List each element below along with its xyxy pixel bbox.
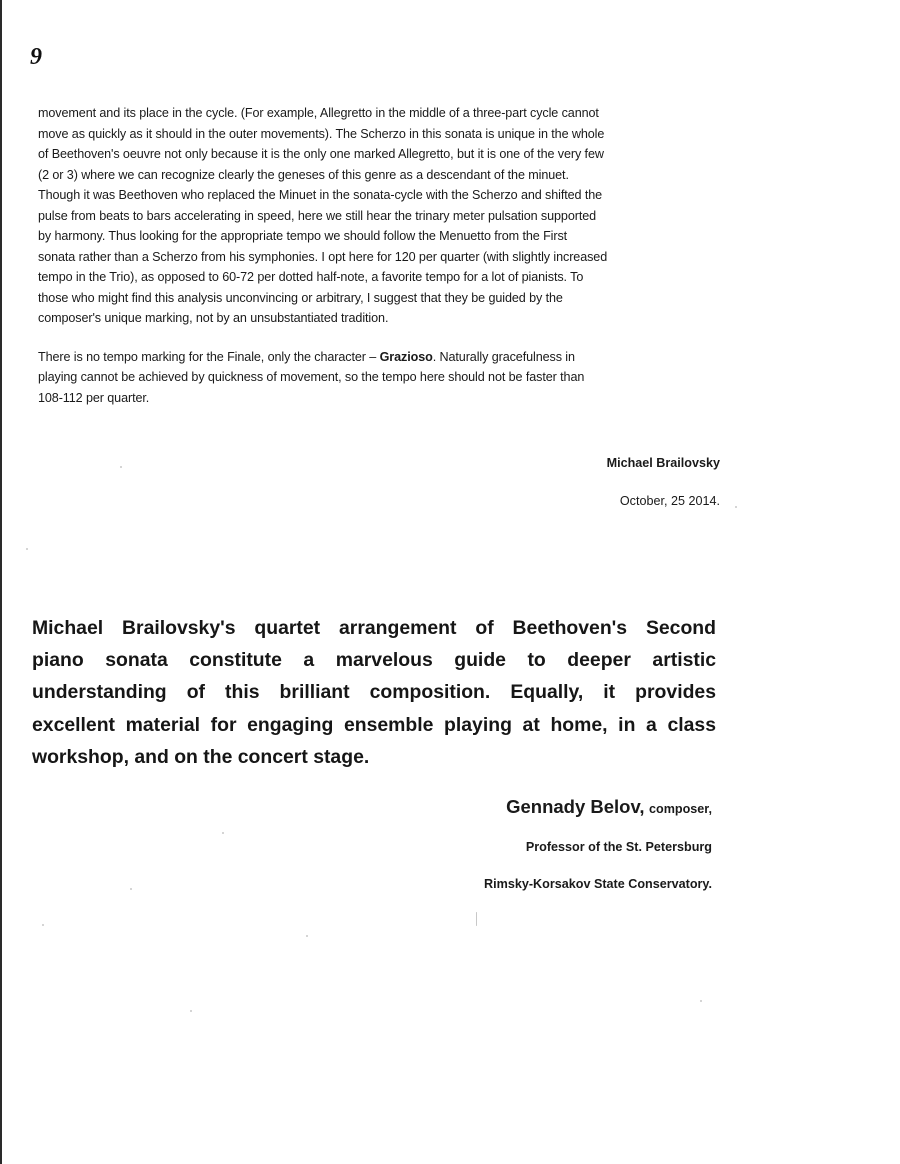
- essay-paragraph-1: [38, 103, 728, 329]
- text-line: 108-112 per quarter.: [38, 390, 150, 405]
- scan-speck: [120, 466, 122, 468]
- text-line: of Beethoven's oeuvre not only because it is the only one marked Allegretto, but it is one of the very few: [38, 147, 604, 161]
- review-line: understanding of this brilliant composition. Equally, it provides: [32, 681, 716, 704]
- review-line: Michael Brailovsky's quartet arrangement of Beethoven's Second: [32, 617, 716, 639]
- scan-speck: [190, 1010, 192, 1012]
- text-line: by harmony. Thus looking for the appropriate tempo we should follow the Menuetto from the First: [38, 229, 568, 243]
- text-line: pulse from beats to bars accelerating in speed, here we still hear the trinary meter pulsation supported: [38, 208, 597, 223]
- text-line: playing cannot be achieved by quickness of movement, so the tempo here should not be faster than: [38, 370, 585, 384]
- page-number: 9: [30, 44, 42, 70]
- reviewer-heading: [484, 793, 712, 823]
- scan-speck: [735, 506, 737, 508]
- essay-text: [38, 103, 728, 408]
- review-line: excellent material for engaging ensemble playing at home, in a class: [32, 713, 716, 736]
- essay-signature: [607, 453, 720, 511]
- reviewer-institution: Rimsky-Korsakov State Conservatory.: [484, 877, 712, 891]
- scan-speck: [26, 548, 28, 550]
- essay-author: Michael Brailovsky: [606, 456, 720, 470]
- grazioso-term: Grazioso: [379, 349, 433, 364]
- scan-speck: [130, 888, 132, 890]
- text-run: . Naturally gracefulness in: [432, 349, 575, 364]
- text-line: those who might find this analysis unconvincing or arbitrary, I suggest that they be guided by the: [38, 290, 563, 305]
- reviewer-signature: [484, 793, 712, 894]
- text-run: There is no tempo marking for the Finale, only the character –: [38, 349, 380, 364]
- text-line: composer's unique marking, not by an unsubstantiated tradition.: [38, 311, 389, 325]
- text-line: move as quickly as it should in the outer movements). The Scherzo in this sonata is unique in the whole: [38, 126, 605, 141]
- reviewer-role: composer,: [649, 802, 712, 816]
- page-edge-shadow: [0, 0, 2, 1164]
- essay-paragraph-2: [38, 347, 728, 409]
- scan-speck: [476, 912, 477, 926]
- text-line: tempo in the Trio), as opposed to 60-72 per dotted half-note, a favorite tempo for a lot of pianists. To: [38, 270, 584, 284]
- scan-speck: [42, 924, 44, 926]
- text-line: movement and its place in the cycle. (For example, Allegretto in the middle of a three-part cycle cannot: [38, 106, 599, 120]
- scan-speck: [306, 935, 308, 937]
- text-line: [38, 347, 728, 368]
- scan-speck: [222, 832, 224, 834]
- text-line: Though it was Beethoven who replaced the Minuet in the sonata-cycle with the Scherzo and shifted the: [38, 188, 603, 202]
- scan-speck: [700, 1000, 702, 1002]
- text-line: sonata rather than a Scherzo from his symphonies. I opt here for 120 per quarter (with slightly increased: [38, 249, 608, 264]
- text-line: (2 or 3) where we can recognize clearly the geneses of this genre as a descendant of the minuet.: [38, 167, 569, 182]
- essay-date: October, 25 2014.: [619, 494, 720, 508]
- review-quote: [32, 612, 716, 773]
- review-line: workshop, and on the concert stage.: [32, 745, 370, 768]
- reviewer-title: Professor of the St. Petersburg: [525, 840, 712, 854]
- review-line: piano sonata constitute a marvelous guide to deeper artistic: [32, 649, 716, 672]
- reviewer-name: Gennady Belov,: [506, 796, 645, 817]
